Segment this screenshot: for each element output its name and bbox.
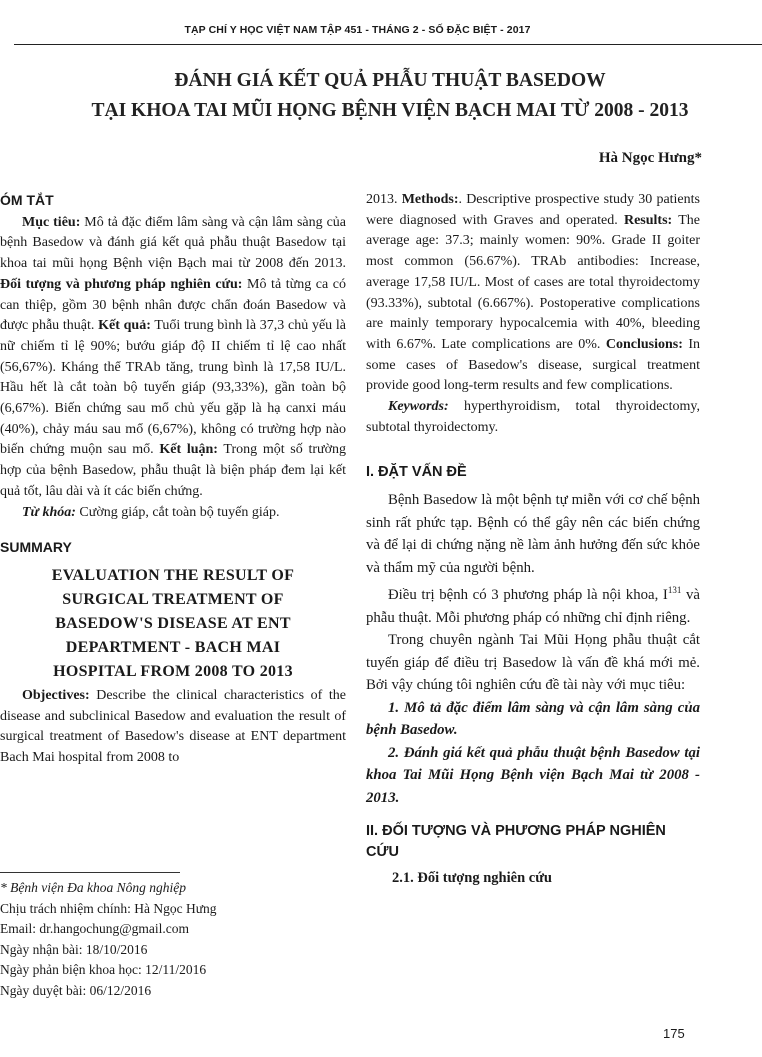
- results-en-text: The average age: 37.3; mainly women: 90%. Grade II goiter most common (56.67%). TRAb antibodies: Increase, average 17,58 IU/L. Most of cases are total thyroidectomy (93.33%), subtotal (6.667%). Postoperative complications are mainly temporary hypocalcemia with 40%, bleeding with 6.67%. Late complications are 0%.: [366, 212, 700, 352]
- section2-heading: II. ĐỐI TƯỢNG VÀ PHƯƠNG PHÁP NGHIÊN CỨU: [366, 823, 666, 860]
- en-title-line-4: DEPARTMENT - BACH MAI: [65, 638, 281, 656]
- p2-b: và phẫu thuật. Mỗi phương pháp có những chỉ định riêng.: [366, 587, 700, 626]
- keywords-en-label: Keywords:: [388, 399, 449, 415]
- p2-sup: 131: [667, 585, 682, 596]
- footnote-rule: [0, 872, 180, 873]
- results-label: Kết quả:: [94, 318, 151, 334]
- footnote-accepted: Ngày duyệt bài: 06/12/2016: [0, 982, 152, 998]
- objective-2: 2. Đánh giá kết quả phẫu thuật bệnh Basedow tại khoa Tai Mũi Họng Bệnh viện Bạch Mai từ 2008 - 2013.: [366, 744, 700, 806]
- methods-text: Mô tả từng ca có can thiệp, gồm 30 bệnh nhân được chẩn đoán Basedow và được phẫu thuật.: [0, 276, 347, 334]
- left-column: [0, 190, 346, 769]
- conclusion-text: Trong một số trường hợp của bệnh Basedow, phẫu thuật là biện pháp đem lại kết quả tốt, lâu dài và ít các biến chứng.: [0, 442, 346, 499]
- section1-p3: Trong chuyên ngành Tai Mũi Họng phẫu thuật cắt tuyến giáp để điều trị Basedow là vấn đề khá mới mẻ. Bởi vậy chúng tôi nghiên cứu đề tài này với mục tiêu:: [366, 632, 700, 694]
- abstract-vi-body: [0, 213, 346, 503]
- conclusions-en-text: In some cases of Basedow's disease, surgical treatment provide good long-term results and few complications.: [366, 336, 700, 394]
- summary-heading: SUMMARY: [0, 539, 72, 556]
- objectives-en-text: Describe the clinical characteristics of the disease and subclinical Basedow and evaluation the result of surgical treatment of Basedow's disease at ENT department Bach Mai hospital from 2008 to: [0, 687, 346, 766]
- keywords-vi: [0, 503, 346, 524]
- conclusion-label: Kết luận:: [153, 442, 218, 458]
- summary-continued: [366, 190, 700, 397]
- methods-label: Đối tượng và phương pháp nghiên cứu:: [0, 276, 243, 292]
- en-title-line-3: BASEDOW'S DISEASE AT ENT: [55, 614, 291, 632]
- results-text: Tuổi trung bình là 37,3 chủ yếu là nữ chiếm tỉ lệ 90%; bướu giáp độ II chiếm tỉ lệ cao nhất (56,67%). Kháng thể TRAb tăng, trung bình là 17,58 IU/L. Hầu hết là cắt toàn bộ tuyến giáp (93,33%), gần toàn bộ (6,67%). Biến chứng sau mổ chủ yếu gặp là hạ canxi máu (40%), chảy máu sau mổ (6,67%), không có trường hợp nào biến chứng muộn sau mổ.: [0, 318, 346, 458]
- keywords-vi-text: Cường giáp, cắt toàn bộ tuyến giáp.: [75, 504, 280, 520]
- footnote-email: Email: dr.hangochung@gmail.com: [0, 921, 190, 937]
- article-title: [40, 66, 740, 126]
- cont-text: 2013.: [366, 192, 398, 207]
- footnote-affiliation: * Bệnh viện Đa khoa Nông nghiệp: [0, 880, 186, 895]
- title-line-2: TẠI KHOA TAI MŨI HỌNG BỆNH VIỆN BẠCH MAI TỪ 2008 - 2013: [91, 100, 689, 121]
- en-title-line-5: HOSPITAL FROM 2008 TO 2013: [53, 662, 293, 680]
- section1-p1: Bệnh Basedow là một bệnh tự miễn với cơ chế bệnh sinh rất phức tạp. Bệnh có thể gây nên các biến chứng và để lại di chứng nặng nề làm ảnh hưởng đến sức khỏe và thẩm mỹ của người bệnh.: [366, 492, 700, 576]
- header-rule: [14, 44, 762, 45]
- en-title-line-2: SURGICAL TREATMENT OF: [62, 590, 284, 608]
- footnote-reviewed: Ngày phản biện khoa học: 12/11/2016: [0, 962, 207, 978]
- footnote-received: Ngày nhận bài: 18/10/2016: [0, 941, 148, 957]
- objective-label: Mục tiêu:: [22, 214, 81, 230]
- methods-en-label: Methods:: [397, 192, 459, 207]
- abstract-heading: ÓM TẮT: [0, 192, 54, 208]
- section2-subheading: 2.1. Đối tượng nghiên cứu: [392, 870, 552, 887]
- methods-en-text: . Descriptive prospective study 30 patients were diagnosed with Graves and operated.: [366, 192, 700, 228]
- summary-objectives: [0, 686, 346, 769]
- title-line-1: ĐÁNH GIÁ KẾT QUẢ PHẪU THUẬT BASEDOW: [174, 70, 606, 91]
- conclusions-en-label: Conclusions:: [600, 336, 683, 352]
- en-title-line-1: EVALUATION THE RESULT OF: [51, 566, 295, 584]
- author: Hà Ngọc Hưng*: [598, 150, 702, 166]
- results-en-label: Results:: [617, 212, 673, 228]
- footnotes: [0, 878, 350, 1002]
- objectives-en-label: Objectives:: [22, 687, 90, 703]
- right-column: [366, 190, 700, 889]
- keywords-vi-label: Từ khóa:: [22, 504, 76, 520]
- p2-a: Điều trị bệnh có 3 phương pháp là nội khoa, I: [388, 587, 668, 604]
- objective-text: Mô tả đặc điểm lâm sàng và cận lâm sàng của bệnh Basedow và đánh giá kết quả phẫu thuật Basedow tại khoa tai mũi họng Bệnh viện Bạch mai từ 2008 đến 2013.: [0, 214, 346, 272]
- journal-header: TẠP CHÍ Y HỌC VIỆT NAM TẬP 451 - THÁNG 2 - SỐ ĐẶC BIỆT - 2017: [184, 24, 531, 36]
- keywords-en-text: hyperthyroidism, total thyroidectomy, subtotal thyroidectomy.: [366, 399, 700, 435]
- objective-1: 1. Mô tả đặc điểm lâm sàng và cận lâm sàng của bệnh Basedow.: [366, 699, 700, 739]
- footnote-corresponding: Chịu trách nhiệm chính: Hà Ngọc Hưng: [0, 900, 217, 916]
- keywords-en: [366, 397, 700, 438]
- page-number: 175: [663, 1026, 685, 1041]
- english-title: [0, 564, 346, 684]
- section1-heading: I. ĐẶT VẤN ĐỀ: [366, 464, 467, 481]
- section1-p2: [366, 579, 700, 629]
